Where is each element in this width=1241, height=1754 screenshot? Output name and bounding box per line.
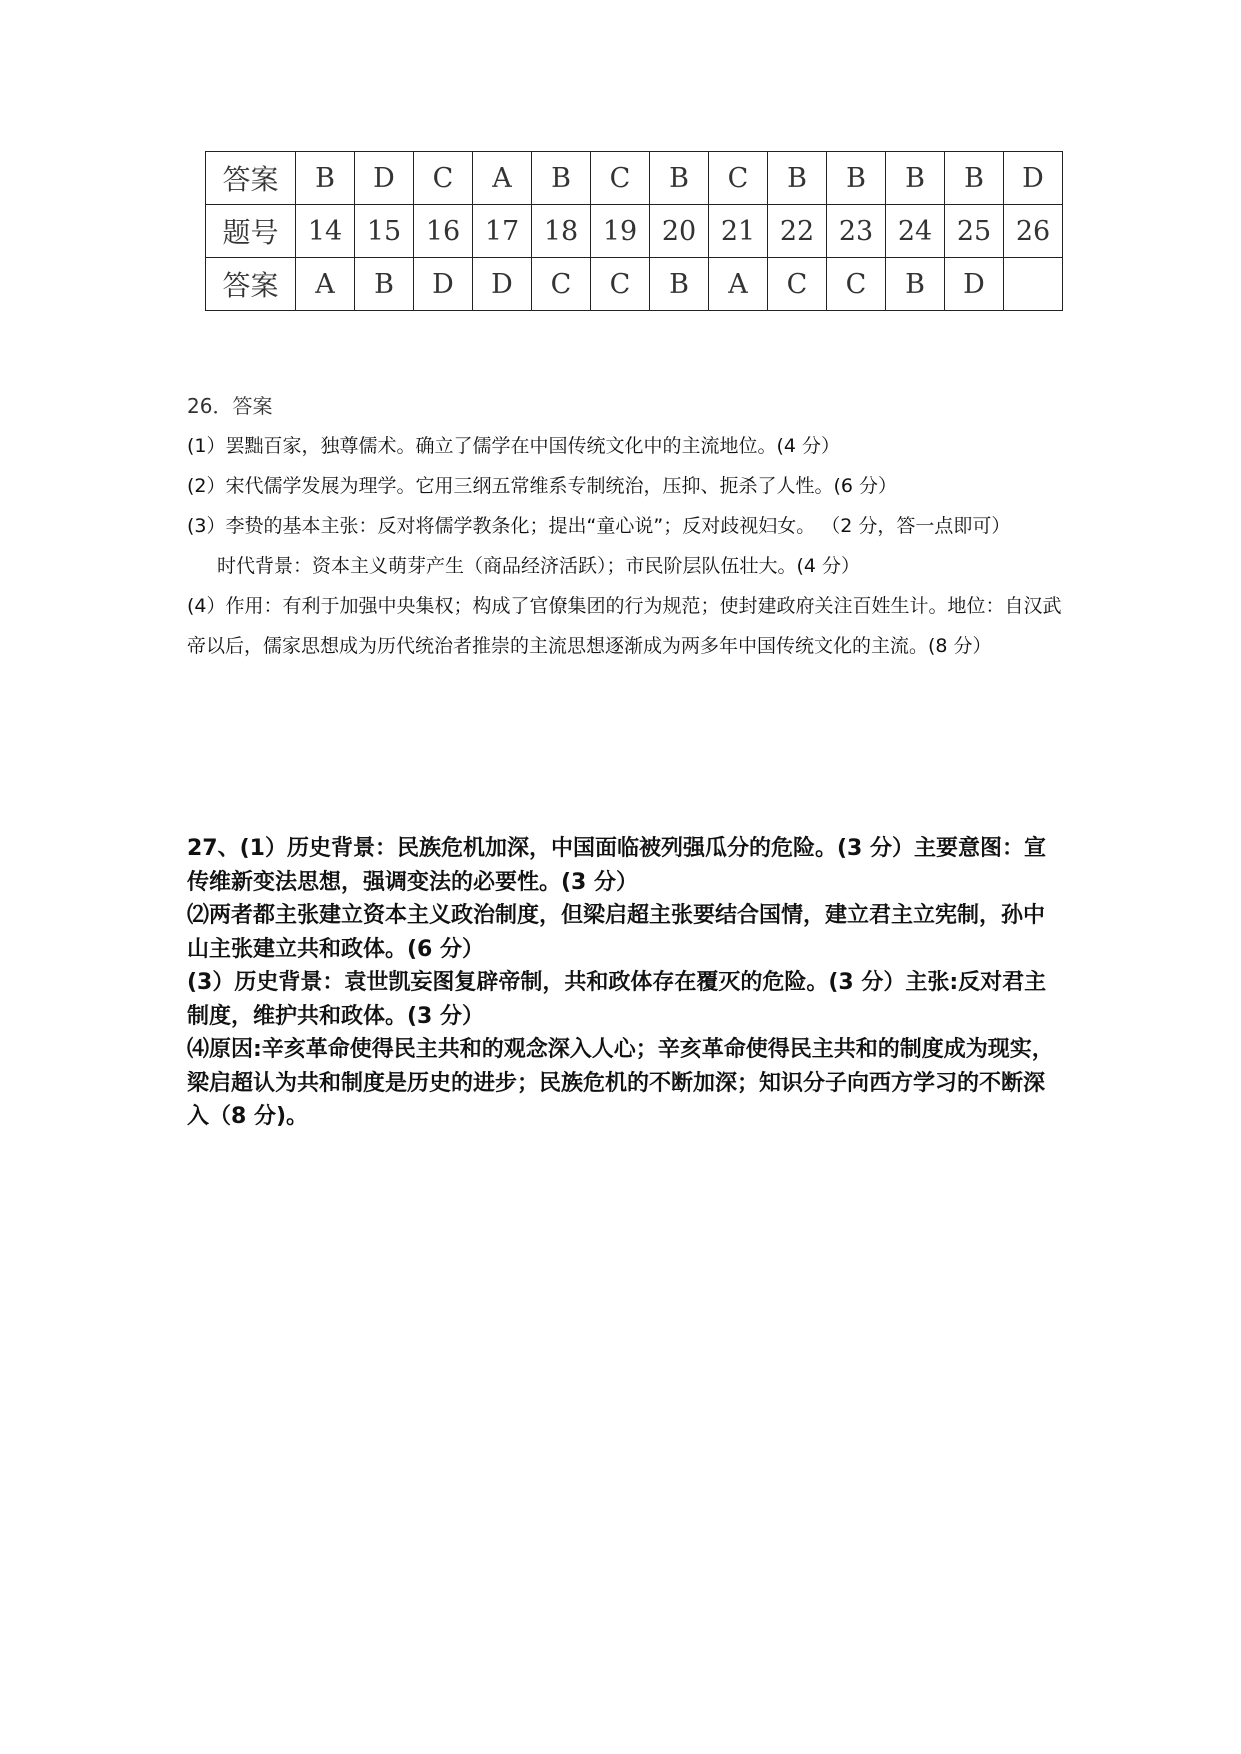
table-cell: C: [591, 258, 650, 311]
table-cell: C: [591, 152, 650, 205]
question-26-answers: [187, 386, 1067, 666]
table-cell: B: [945, 152, 1004, 205]
table-cell: D: [355, 152, 414, 205]
table-cell: A: [296, 258, 355, 311]
table-cell: 24: [886, 205, 945, 258]
row-label: 题号: [206, 205, 296, 258]
row-label: 答案: [206, 258, 296, 311]
q26-item-1: (1）罢黜百家，独尊儒术。确立了儒学在中国传统文化中的主流地位。(4 分）: [187, 435, 841, 457]
table-cell: 17: [473, 205, 532, 258]
table-cell: 25: [945, 205, 1004, 258]
question-27-answers: [187, 832, 1057, 1134]
table-cell: C: [827, 258, 886, 311]
q27-paragraph-2: ⑵两者都主张建立资本主义政治制度，但梁启超主张要结合国情，建立君主立宪制，孙中山主张建立共和政体。(6 分）: [187, 903, 1046, 962]
table-cell: 20: [650, 205, 709, 258]
table-cell: B: [768, 152, 827, 205]
q27-paragraph-3: (3）历史背景：袁世凯妄图复辟帝制，共和政体存在覆灭的危险。(3 分）主张:反对君主制度，维护共和政体。(3 分）: [187, 970, 1047, 1029]
table-cell: B: [532, 152, 591, 205]
table-row: [206, 152, 1063, 205]
table-cell: B: [650, 152, 709, 205]
table-cell: 19: [591, 205, 650, 258]
table-cell: 22: [768, 205, 827, 258]
table-cell: C: [414, 152, 473, 205]
table-cell: D: [1004, 152, 1063, 205]
table-cell: A: [473, 152, 532, 205]
q26-item-2: (2）宋代儒学发展为理学。它用三纲五常维系专制统治，压抑、扼杀了人性。(6 分）: [187, 475, 898, 497]
answer-table: [205, 151, 1063, 311]
table-cell: B: [886, 258, 945, 311]
table-cell: 16: [414, 205, 473, 258]
table-cell: 14: [296, 205, 355, 258]
table-cell: B: [886, 152, 945, 205]
table-cell: C: [709, 152, 768, 205]
table-cell: B: [827, 152, 886, 205]
q26-item-4: (4）作用：有利于加强中央集权；构成了官僚集团的行为规范；使封建政府关注百姓生计。地位：自汉武帝以后，儒家思想成为历代统治者推崇的主流思想逐渐成为两多年中国传统文化的主流。(8 分）: [187, 595, 1062, 657]
row-label: 答案: [206, 152, 296, 205]
table-cell: 23: [827, 205, 886, 258]
table-cell: 21: [709, 205, 768, 258]
table-row: [206, 205, 1063, 258]
table-cell: 18: [532, 205, 591, 258]
table-cell: D: [473, 258, 532, 311]
table-cell: B: [296, 152, 355, 205]
table-cell: [1004, 258, 1063, 311]
table-cell: A: [709, 258, 768, 311]
table-cell: B: [650, 258, 709, 311]
q27-paragraph-4: ⑷原因:辛亥革命使得民主共和的观念深入人心；辛亥革命使得民主共和的制度成为现实，梁启超认为共和制度是历史的进步；民族危机的不断加深；知识分子向西方学习的不断深入（8 分)。: [187, 1037, 1054, 1129]
table-cell: 26: [1004, 205, 1063, 258]
table-cell: D: [414, 258, 473, 311]
table-row: [206, 258, 1063, 311]
table-cell: C: [768, 258, 827, 311]
table-cell: D: [945, 258, 1004, 311]
q26-item-3: (3）李贽的基本主张：反对将儒学教条化；提出“童心说”；反对歧视妇女。 （2 分，答一点即可）: [187, 515, 1011, 537]
answer-table-body: [206, 152, 1063, 311]
table-cell: 15: [355, 205, 414, 258]
q26-item-background: 时代背景：资本主义萌芽产生（商品经济活跃）；市民阶层队伍壮大。(4 分）: [217, 555, 861, 577]
table-cell: B: [355, 258, 414, 311]
question-26-title: 26．答案: [187, 394, 273, 418]
table-cell: C: [532, 258, 591, 311]
q27-paragraph-1: 27、(1）历史背景：民族危机加深，中国面临被列强瓜分的危险。(3 分）主要意图：宣传维新变法思想，强调变法的必要性。(3 分）: [187, 836, 1047, 895]
